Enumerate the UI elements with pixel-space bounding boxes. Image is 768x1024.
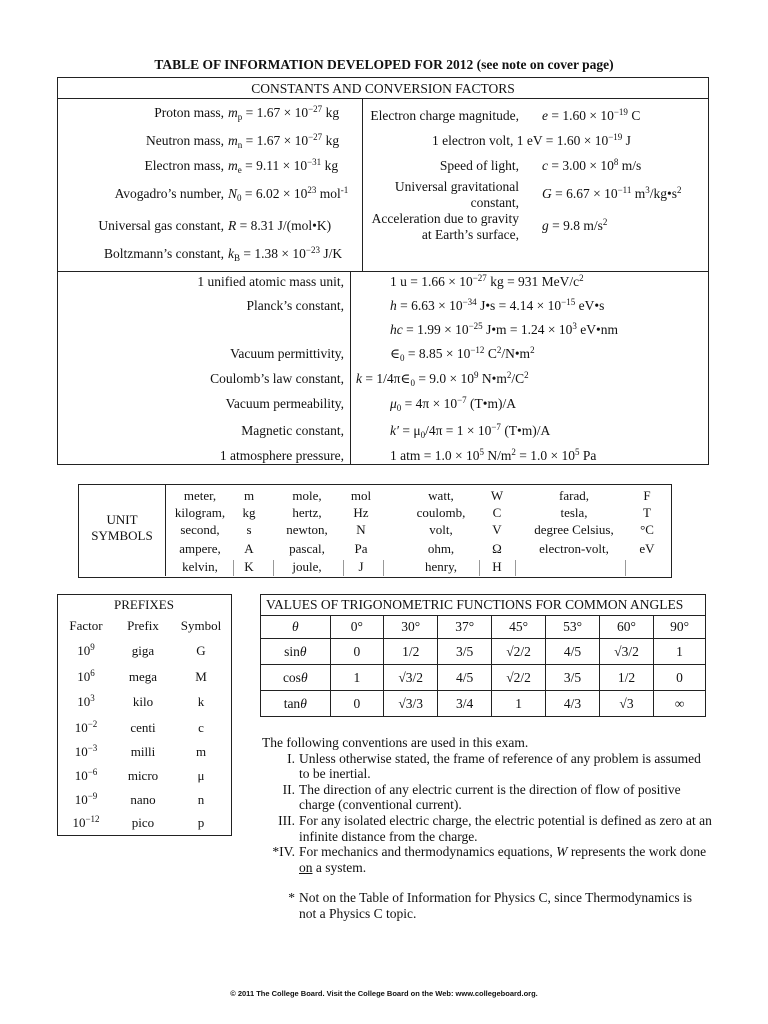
trig-value: √3/2 xyxy=(599,639,653,665)
constant-value: $m_n = 1.67 \times 10^{-27}$ kg xyxy=(228,132,340,150)
constant-label: 1 atmosphere pressure, xyxy=(219,448,344,463)
constant-value: $\in_0 = 8.85 \times 10^{-12}$ $C^2/N•m^2$ xyxy=(390,345,535,363)
trig-value: 0 xyxy=(330,691,384,717)
trig-value: √3 xyxy=(599,691,653,717)
unit-divider xyxy=(165,485,166,576)
conventions-list xyxy=(262,751,712,876)
trig-value: 1 xyxy=(492,691,546,717)
unit-symbol: kg xyxy=(242,505,256,520)
trig-angle: 90° xyxy=(654,616,706,639)
unit-symbols-label: UNIT SYMBOLS xyxy=(91,512,153,543)
prefix-name: giga xyxy=(131,643,155,658)
unit-name: henry, xyxy=(424,559,457,574)
convention-item xyxy=(262,782,712,813)
unit-symbol: Ω xyxy=(492,541,502,556)
constants-table xyxy=(57,77,709,465)
prefix-name: micro xyxy=(127,768,159,783)
constant-label: Speed of light, xyxy=(439,158,519,173)
unit-name: hertz, xyxy=(292,505,322,520)
constants-header: CONSTANTS AND CONVERSION FACTORS xyxy=(58,78,708,99)
trig-angle: 53° xyxy=(546,616,600,639)
trig-value: 1 xyxy=(654,639,706,665)
constant-label: Proton mass, xyxy=(154,105,224,120)
unit-symbol: A xyxy=(244,541,254,556)
conventions-note xyxy=(262,890,712,921)
constant-label: 1 unified atomic mass unit, xyxy=(197,274,344,289)
constant-value: hc = $1.99 \times 10^{-25}$ J•m = $1.24 \times 10^3$ eV•nm xyxy=(390,321,618,337)
prefix-symbol: k xyxy=(197,694,205,709)
unit-name: degree Celsius, xyxy=(534,522,614,537)
prefix-name: centi xyxy=(130,720,156,735)
unit-name: volt, xyxy=(429,522,453,537)
constant-label: Magnetic constant, xyxy=(241,423,344,438)
trig-value: 3/5 xyxy=(546,665,600,691)
unit-name: meter, xyxy=(183,488,217,503)
prefix-symbol: n xyxy=(197,792,205,807)
convention-number: *IV. xyxy=(272,844,295,860)
unit-name: pascal, xyxy=(289,541,325,556)
prefix-name-header: Prefix xyxy=(127,618,159,633)
trig-value: 1/2 xyxy=(599,665,653,691)
unit-symbol: V xyxy=(492,522,502,537)
trig-value: ∞ xyxy=(654,691,706,717)
unit-symbol: H xyxy=(492,559,502,574)
convention-number: III. xyxy=(278,812,295,828)
constant-value: R = 8.31 J/(mol•K) xyxy=(228,218,332,233)
unit-symbol: W xyxy=(490,488,504,503)
convention-number: II. xyxy=(282,781,295,797)
prefix-name: milli xyxy=(130,744,156,759)
prefix-symbol: p xyxy=(197,815,205,830)
constant-label: Acceleration due to gravity at Earth’s surface, xyxy=(371,211,519,242)
trig-value: 1 xyxy=(330,665,384,691)
trig-function: tanθ xyxy=(261,691,331,717)
unit-symbol: K xyxy=(244,559,254,574)
unit-name: joule, xyxy=(292,559,322,574)
trig-function: sinθ xyxy=(261,639,331,665)
unit-name: mole, xyxy=(292,488,322,503)
prefix-factor: $10^{-2}$ xyxy=(74,719,98,735)
trig-function: cosθ xyxy=(261,665,331,691)
constant-value: $G = 6.67 \times 10^{-11}$ $m^3/kg•s^2$ xyxy=(542,185,682,201)
footer: © 2011 The College Board. Visit the College Board on the Web: www.collegeboard.org. xyxy=(230,989,538,998)
prefixes-header: PREFIXES xyxy=(114,597,174,612)
convention-text: The direction of any electric current is the direction of flow of positive charge (conventional current). xyxy=(299,781,681,813)
constant-label: Boltzmann’s constant, xyxy=(104,246,224,261)
unit-symbol: T xyxy=(643,505,651,520)
prefix-symbol: c xyxy=(198,720,204,735)
constants-bottom-divider xyxy=(350,271,351,464)
convention-item xyxy=(262,813,712,844)
convention-item xyxy=(262,751,712,782)
trig-value: √3/2 xyxy=(384,665,438,691)
constant-value: $h = 6.63 \times 10^{-34}$ J•s = $4.14 \times 10^{-15}$ eV•s xyxy=(390,297,605,313)
trig-table xyxy=(260,594,706,717)
trig-row xyxy=(261,639,706,665)
trig-value: 4/5 xyxy=(546,639,600,665)
unit-name: tesla, xyxy=(560,505,588,520)
constant-value: $m_e = 9.11 \times 10^{-31}$ kg xyxy=(228,157,339,175)
constant-label: Electron charge magnitude, xyxy=(370,108,519,123)
trig-value: 0 xyxy=(330,639,384,665)
unit-column-divider xyxy=(515,560,516,576)
unit-symbol: N xyxy=(356,522,366,537)
unit-symbol: F xyxy=(643,488,651,503)
constant-label: Avogadro’s number, xyxy=(114,186,224,201)
trig-value: 4/5 xyxy=(438,665,492,691)
trig-angle: θ xyxy=(261,616,331,639)
trig-value: 3/5 xyxy=(438,639,492,665)
convention-number: I. xyxy=(287,750,295,766)
prefix-factor: $10^{-12}$ xyxy=(72,814,100,830)
constant-value: $\mu_0 = 4\pi \times 10^{-7}$ (T•m)/A xyxy=(390,395,516,413)
unit-symbol: Pa xyxy=(354,541,368,556)
unit-symbol: J xyxy=(358,559,364,574)
convention-text: For any isolated electric charge, the electric potential is defined as zero at an infinite distance from the charge. xyxy=(299,812,712,844)
unit-name: kilogram, xyxy=(174,505,226,520)
prefix-factor: $10^{-6}$ xyxy=(74,767,98,783)
constant-label: Universal gravitational constant, xyxy=(394,179,519,210)
convention-text: For mechanics and thermodynamics equations, W represents the work done on a system. xyxy=(299,844,707,875)
trig-value: 4/3 xyxy=(546,691,600,717)
unit-name: electron-volt, xyxy=(539,541,609,556)
unit-name: coulomb, xyxy=(416,505,466,520)
trig-value: √2/2 xyxy=(492,665,546,691)
unit-symbol: mol xyxy=(350,488,372,503)
unit-column-divider xyxy=(625,560,626,576)
convention-item xyxy=(262,844,712,875)
prefix-factor: $10^3$ xyxy=(77,693,95,709)
unit-name: ohm, xyxy=(427,541,455,556)
unit-name: ampere, xyxy=(179,541,221,556)
conventions xyxy=(262,735,712,922)
prefix-name: pico xyxy=(131,815,155,830)
constant-label: Planck’s constant, xyxy=(246,298,344,313)
unit-name: newton, xyxy=(286,522,328,537)
prefix-factor: $10^{-3}$ xyxy=(74,743,98,759)
trig-value: √2/2 xyxy=(492,639,546,665)
trig-angle: 45° xyxy=(492,616,546,639)
constants-section-divider xyxy=(58,271,708,272)
trig-value: 1/2 xyxy=(384,639,438,665)
unit-column-divider xyxy=(343,560,344,576)
trig-row xyxy=(261,665,706,691)
prefix-factor: $10^6$ xyxy=(77,668,95,684)
constant-value: $k = 1/4\pi\in_0 = 9.0 \times 10^9$ $N•m^2/C^2$ xyxy=(356,370,529,388)
conventions-intro: The following conventions are used in this exam. xyxy=(262,735,529,750)
unit-symbols-table xyxy=(78,484,672,578)
convention-text: Unless otherwise stated, the frame of reference of any problem is assumed to be inertial. xyxy=(299,750,701,782)
prefixes-table xyxy=(57,594,232,836)
prefix-factor: $10^{-9}$ xyxy=(74,791,98,807)
constant-label: Coulomb’s law constant, xyxy=(210,371,344,386)
unit-name: kelvin, xyxy=(182,559,218,574)
unit-name: watt, xyxy=(428,488,454,503)
constant-value: $e = 1.60 \times 10^{-19}$ C xyxy=(542,107,641,123)
prefix-symbol: m xyxy=(195,744,207,759)
prefix-symbol: μ xyxy=(197,768,205,783)
trig-angle: 60° xyxy=(599,616,653,639)
constant-value: g = 9.8 $m/s^2$ xyxy=(542,217,608,233)
trig-angle-row xyxy=(261,616,706,639)
unit-symbol: eV xyxy=(639,541,655,556)
unit-name: farad, xyxy=(559,488,589,503)
constant-label: Electron mass, xyxy=(144,158,224,173)
note-marker: * xyxy=(288,890,295,906)
trig-row xyxy=(261,691,706,717)
prefix-name: mega xyxy=(128,669,158,684)
unit-symbol: m xyxy=(243,488,255,503)
trig-header: VALUES OF TRIGONOMETRIC FUNCTIONS FOR COMMON ANGLES xyxy=(261,595,706,616)
prefix-factor: $10^9$ xyxy=(77,642,95,658)
unit-column-divider xyxy=(479,560,480,576)
constant-value: $k_B = 1.38 \times 10^{-23}$ J/K xyxy=(228,245,343,263)
constant-value: $c = 3.00 \times 10^8$ m/s xyxy=(542,157,642,173)
prefix-symbol: M xyxy=(195,669,207,684)
unit-column-divider xyxy=(383,560,384,576)
unit-column-divider xyxy=(233,560,234,576)
constant-value: $k' = \mu_0/4\pi = 1 \times 10^{-7}$ (T•m)/A xyxy=(390,422,551,440)
unit-column-divider xyxy=(273,560,274,576)
prefix-symbol-header: Symbol xyxy=(180,618,222,633)
trig-value: 0 xyxy=(654,665,706,691)
constant-value: $m_p = 1.67 \times 10^{-27}$ kg xyxy=(228,104,340,122)
constant-value: 1 $u = 1.66 \times 10^{-27}$ kg = 931 MeV/$c^2$ xyxy=(390,273,584,289)
prefix-name: kilo xyxy=(132,694,154,709)
trig-angle: 30° xyxy=(384,616,438,639)
unit-symbol: s xyxy=(246,522,252,537)
constant-label: Vacuum permittivity, xyxy=(230,346,344,361)
note-text: Not on the Table of Information for Physics C, since Thermodynamics is not a Physics C topic. xyxy=(299,890,692,921)
unit-symbol: C xyxy=(492,505,502,520)
trig-angle: 37° xyxy=(438,616,492,639)
constant-label: Universal gas constant, xyxy=(98,218,224,233)
constant-value: $N_0 = 6.02 \times 10^{23}$ mol$^{-1}$ xyxy=(228,185,349,203)
trig-angle: 0° xyxy=(330,616,384,639)
constant-label: Neutron mass, xyxy=(146,133,224,148)
trig-value: 3/4 xyxy=(438,691,492,717)
page-title: TABLE OF INFORMATION DEVELOPED FOR 2012 (see note on cover page) xyxy=(154,57,614,72)
constant-label: Vacuum permeability, xyxy=(225,396,344,411)
prefix-factor-header: Factor xyxy=(69,618,103,633)
unit-symbol: Hz xyxy=(353,505,369,520)
unit-name: second, xyxy=(180,522,220,537)
prefix-name: nano xyxy=(130,792,156,807)
trig-value: √3/3 xyxy=(384,691,438,717)
constant-value: 1 electron volt, 1 eV = $1.60 \times 10^{-19}$ J xyxy=(432,132,631,148)
unit-symbol: °C xyxy=(640,522,654,537)
constant-value: 1 atm = $1.0 \times 10^5$ $N/m^2 = 1.0 \times 10^5$ Pa xyxy=(390,447,597,463)
prefix-symbol: G xyxy=(196,643,206,658)
